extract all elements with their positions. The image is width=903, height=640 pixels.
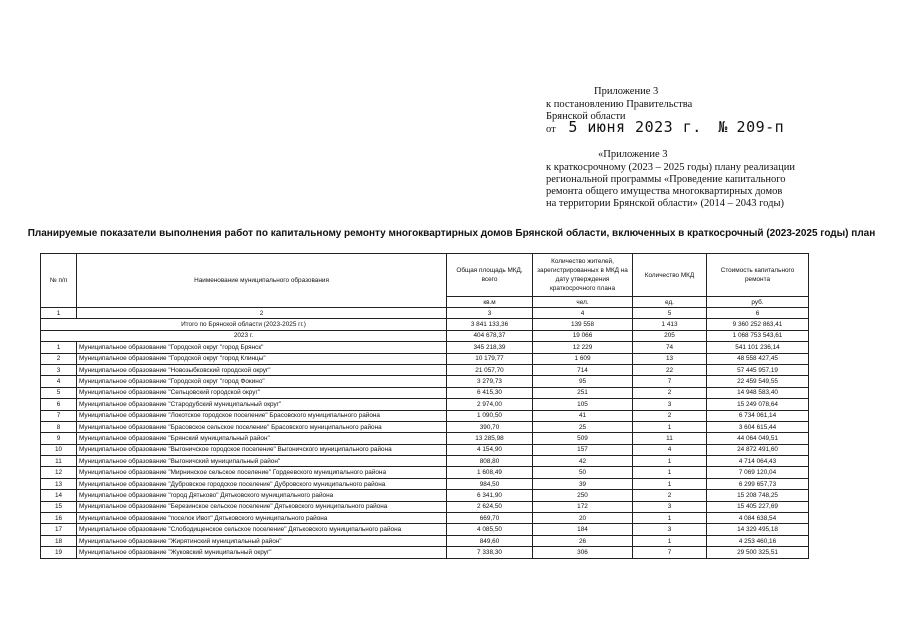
row-area: 6 341,90 [447,490,533,501]
appendix2-line-3: ремонта общего имущества многоквартирных домов [546,186,783,197]
row-cost: 15 208 748,25 [707,490,809,501]
table-row [41,433,809,444]
row-count: 22 [633,364,707,375]
row-area: 4 154,90 [447,444,533,455]
table-row [41,535,809,546]
row-num: 6 [41,399,77,410]
total-residents: 139 558 [533,319,633,330]
row-cost: 6 734 061,14 [707,410,809,421]
col-number: 5 [633,308,707,319]
row-cost: 57 445 957,19 [707,364,809,375]
row-name: Муниципальное образование "Сельцовский городской округ" [77,387,447,398]
row-cost: 4 714 064,43 [707,456,809,467]
row-area: 1 090,50 [447,410,533,421]
row-area: 13 285,98 [447,433,533,444]
row-area: 3 279,73 [447,376,533,387]
row-name: Муниципальное образование "Локотское городское поселение" Брасовского муниципального района [77,410,447,421]
row-count: 1 [633,478,707,489]
row-area: 1 608,49 [447,467,533,478]
row-count: 1 [633,467,707,478]
row-name: Муниципальное образование "Городской округ "город Фокино" [77,376,447,387]
row-name: Муниципальное образование "Новозыбковский городской округ" [77,364,447,375]
row-area: 390,70 [447,421,533,432]
row-residents: 12 229 [533,342,633,353]
header-residents: Количество жителей, зарегистрированных в МКД на дату утверждения краткосрочного плана [533,254,633,297]
row-num: 4 [41,376,77,387]
header-count: Количество МКД [633,254,707,297]
row-name: Муниципальное образование "Городской округ "город Клинцы" [77,353,447,364]
row-name: Муниципальное образование "Выгоничский муниципальный район" [77,456,447,467]
row-count: 1 [633,535,707,546]
table-row [41,513,809,524]
appendix-line-2: Брянской области [546,111,626,122]
year-label: 2023 г. [41,330,447,341]
row-count: 74 [633,342,707,353]
number-value: 209-п [736,118,785,136]
row-num: 18 [41,535,77,546]
row-num: 10 [41,444,77,455]
table-row [41,478,809,489]
row-cost: 29 500 325,51 [707,547,809,558]
row-area: 6 415,30 [447,387,533,398]
table-row [41,364,809,375]
row-area: 345 218,39 [447,342,533,353]
row-name: Муниципальное образование "Выгоничское городское поселение" Выгоничского муниципального района [77,444,447,455]
row-residents: 42 [533,456,633,467]
row-cost: 6 299 657,73 [707,478,809,489]
row-residents: 306 [533,547,633,558]
table-row [41,444,809,455]
row-name: Муниципальное образование "Дубровское городское поселение" Дубровского муниципального района [77,478,447,489]
row-num: 8 [41,421,77,432]
appendix-date-line [546,118,785,137]
row-name: Муниципальное образование "Брасовское сельское поселение" Брасовского муниципального района [77,421,447,432]
row-name: Муниципальное образование "город Дятьково" Дятьковского муниципального района [77,490,447,501]
table-row [41,490,809,501]
row-num: 17 [41,524,77,535]
row-name: Муниципальное образование "Слободищенское сельское поселение" Дятьковского муниципального района [77,524,447,535]
row-num: 5 [41,387,77,398]
row-name: Муниципальное образование "Брянский муниципальный район" [77,433,447,444]
row-name: Муниципальное образование "Городской округ "город Брянск" [77,342,447,353]
row-num: 11 [41,456,77,467]
table-row [41,387,809,398]
row-num: 7 [41,410,77,421]
row-area: 669,70 [447,513,533,524]
row-residents: 39 [533,478,633,489]
row-residents: 41 [533,410,633,421]
row-area: 10 179,77 [447,353,533,364]
year-area: 404 678,37 [447,330,533,341]
row-count: 1 [633,421,707,432]
header-cost: Стоимость капитального ремонта [707,254,809,297]
row-area: 7 338,30 [447,547,533,558]
row-num: 19 [41,547,77,558]
row-num: 3 [41,364,77,375]
row-count: 1 [633,513,707,524]
row-area: 4 085,50 [447,524,533,535]
row-cost: 3 604 615,44 [707,421,809,432]
table-row [41,376,809,387]
row-count: 2 [633,410,707,421]
row-residents: 1 609 [533,353,633,364]
row-count: 2 [633,490,707,501]
row-residents: 20 [533,513,633,524]
row-residents: 157 [533,444,633,455]
row-name: Муниципальное образование "Березинское сельское поселение" Дятьковского муниципального района [77,501,447,512]
row-name: Муниципальное образование "Жирятинский муниципальный район" [77,535,447,546]
unit-area: кв.м [447,297,533,308]
row-cost: 15 249 078,64 [707,399,809,410]
unit-residents: чел. [533,297,633,308]
capital-repair-table [40,253,809,559]
row-cost: 7 069 120,04 [707,467,809,478]
row-count: 1 [633,456,707,467]
row-count: 11 [633,433,707,444]
date-prefix: от [546,124,556,135]
appendix-title: Приложение 3 [594,86,659,97]
row-count: 4 [633,444,707,455]
header-name: Наименование муниципального образования [77,254,447,308]
table-row [41,456,809,467]
table-header-row [41,254,809,297]
table-body [41,342,809,558]
row-area: 21 057,70 [447,364,533,375]
table-row [41,410,809,421]
row-cost: 44 064 049,51 [707,433,809,444]
row-residents: 25 [533,421,633,432]
row-area: 2 624,50 [447,501,533,512]
row-count: 7 [633,547,707,558]
row-cost: 48 558 427,45 [707,353,809,364]
row-residents: 250 [533,490,633,501]
col-number: 1 [41,308,77,319]
row-residents: 714 [533,364,633,375]
table-row [41,547,809,558]
row-count: 3 [633,399,707,410]
total-cost: 9 360 252 863,41 [707,319,809,330]
column-numbers-row [41,308,809,319]
row-cost: 14 329 495,18 [707,524,809,535]
row-cost: 541 101 236,14 [707,342,809,353]
appendix2-line-1: к краткосрочному (2023 – 2025 годы) плану реализации [546,162,795,173]
total-count: 1 413 [633,319,707,330]
table-row [41,501,809,512]
row-num: 1 [41,342,77,353]
row-num: 16 [41,513,77,524]
total-row [41,319,809,330]
header-num: № п/п [41,254,77,308]
row-name: Муниципальное образование "Мирнинское сельское поселение" Гордеевского муниципального района [77,467,447,478]
row-residents: 95 [533,376,633,387]
appendix-line-1: к постановлению Правительства [546,99,693,110]
unit-count: ед. [633,297,707,308]
table-row [41,342,809,353]
row-num: 14 [41,490,77,501]
row-cost: 22 459 549,55 [707,376,809,387]
col-number: 3 [447,308,533,319]
row-name: Муниципальное образование "Жуковский муниципальный округ" [77,547,447,558]
table-row [41,467,809,478]
year-count: 205 [633,330,707,341]
row-num: 15 [41,501,77,512]
row-count: 2 [633,387,707,398]
row-cost: 14 948 583,40 [707,387,809,398]
row-cost: 4 084 638,54 [707,513,809,524]
row-num: 9 [41,433,77,444]
row-num: 2 [41,353,77,364]
row-count: 7 [633,376,707,387]
date-value: 5 июня 2023 г. [568,118,702,136]
row-cost: 15 405 227,69 [707,501,809,512]
row-residents: 251 [533,387,633,398]
col-number: 2 [77,308,447,319]
header-area: Общая площадь МКД, всего [447,254,533,297]
total-label: Итого по Брянской области (2023-2025 гг.) [41,319,447,330]
col-number: 6 [707,308,809,319]
row-cost: 24 872 491,60 [707,444,809,455]
row-residents: 50 [533,467,633,478]
appendix2-line-4: на территории Брянской области» (2014 – 2043 годы) [546,198,785,209]
appendix2-title: «Приложение 3 [598,149,668,160]
appendix2-line-2: региональной программы «Проведение капитального [546,174,786,185]
row-residents: 509 [533,433,633,444]
row-count: 3 [633,501,707,512]
table-row [41,524,809,535]
row-name: Муниципальное образование "Стародубский муниципальный округ" [77,399,447,410]
year-row [41,330,809,341]
row-area: 2 974,00 [447,399,533,410]
table-row [41,421,809,432]
row-name: Муниципальное образование "поселок Ивот" Дятьковского муниципального района [77,513,447,524]
row-num: 13 [41,478,77,489]
row-residents: 26 [533,535,633,546]
row-num: 12 [41,467,77,478]
year-cost: 1 068 753 543,61 [707,330,809,341]
row-area: 808,80 [447,456,533,467]
document-title: Планируемые показатели выполнения работ по капитальному ремонту многоквартирных домов Брянской области, включенных в краткосрочный (2023-2025 годы) план [27,228,876,239]
number-prefix: № [718,118,728,136]
row-residents: 105 [533,399,633,410]
row-area: 849,60 [447,535,533,546]
row-count: 3 [633,524,707,535]
unit-cost: руб. [707,297,809,308]
year-residents: 19 066 [533,330,633,341]
row-residents: 184 [533,524,633,535]
table-row [41,399,809,410]
table-row [41,353,809,364]
total-area: 3 841 133,36 [447,319,533,330]
row-cost: 4 253 460,16 [707,535,809,546]
row-residents: 172 [533,501,633,512]
row-area: 984,50 [447,478,533,489]
row-count: 13 [633,353,707,364]
col-number: 4 [533,308,633,319]
